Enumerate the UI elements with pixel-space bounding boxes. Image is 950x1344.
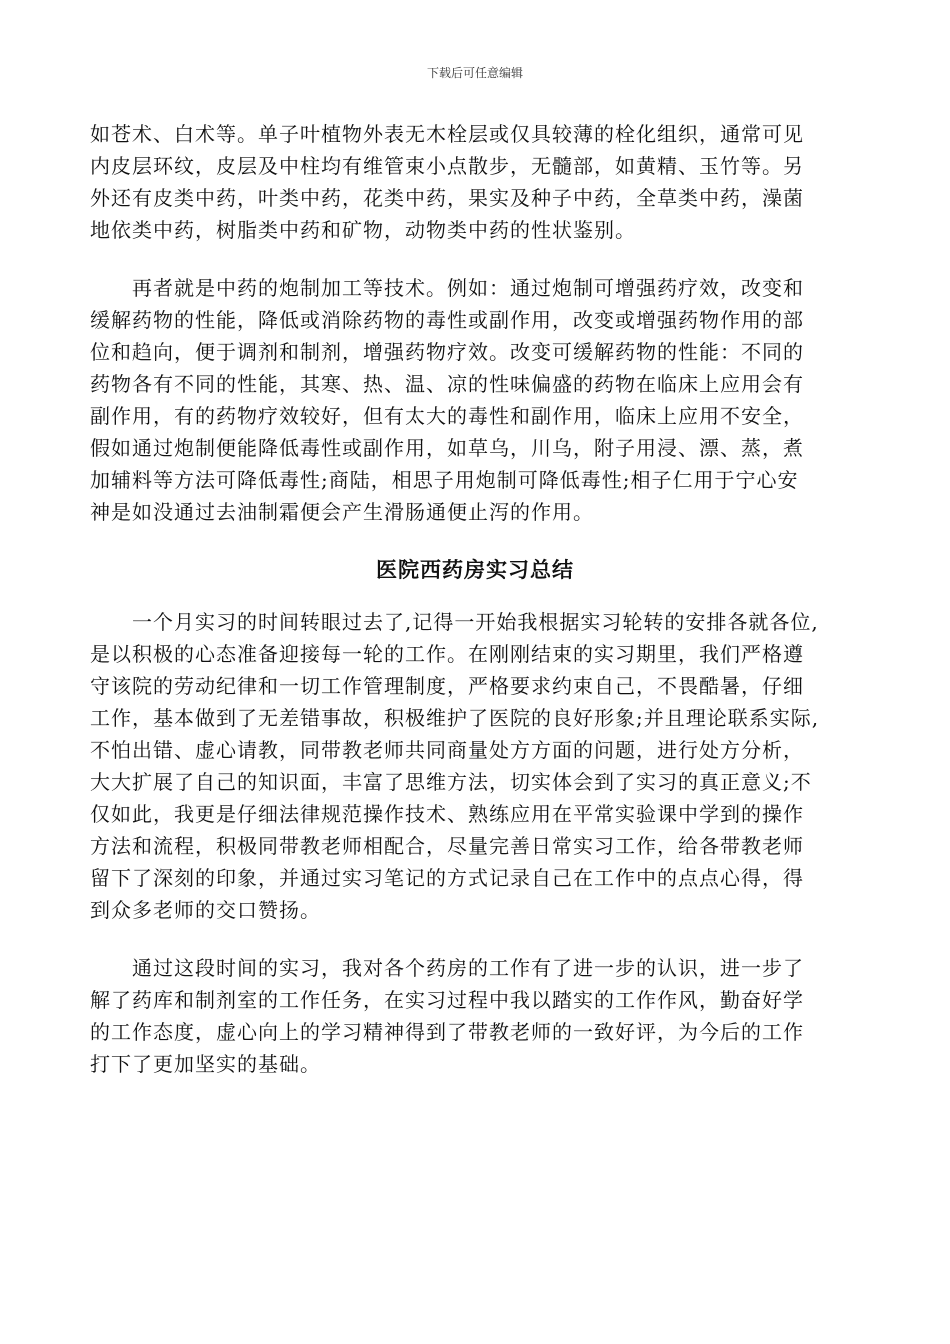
paragraph-line: 不怕出错、虚心请教，同带教老师共同商量处方方面的问题，进行处方分析， [90, 738, 804, 762]
paragraph-line: 假如通过炮制便能降低毒性或副作用，如草乌，川乌，附子用浸、漂、蒸，煮 [90, 436, 804, 460]
paragraph-line: 打下了更加坚实的基础。 [90, 1052, 321, 1076]
paragraph-line: 留下了深刻的印象，并通过实习笔记的方式记录自己在工作中的点点心得，得 [90, 866, 804, 890]
paragraph [90, 952, 860, 1080]
paragraph-line: 方法和流程，积极同带教老师相配合，尽量完善日常实习工作，给各带教老师 [90, 834, 804, 858]
paragraph-line: 工作，基本做到了无差错事故，积极维护了医院的良好形象;并且理论联系实际, [90, 706, 820, 730]
paragraph-line: 位和趋向，便于调剂和制剂，增强药物疗效。改变可缓解药物的性能：不同的 [90, 340, 804, 364]
paragraph-line: 神是如没通过去油制霜便会产生滑肠通便止泻的作用。 [90, 500, 594, 524]
paragraph-line: 是以积极的心态准备迎接每一轮的工作。在刚刚结束的实习期里，我们严格遵 [90, 642, 804, 666]
section-title: 医院西药房实习总结 [376, 557, 574, 582]
paragraph-line: 守该院的劳动纪律和一切工作管理制度，严格要求约束自己，不畏酷暑，仔细 [90, 674, 804, 698]
paragraph-line: 的工作态度，虚心向上的学习精神得到了带教老师的一致好评，为今后的工作 [90, 1020, 804, 1044]
paragraph-line: 药物各有不同的性能，其寒、热、温、凉的性味偏盛的药物在临床上应用会有 [90, 372, 804, 396]
paragraph-line: 如苍术、白术等。单子叶植物外表无木栓层或仅具较薄的栓化组织，通常可见 [90, 122, 804, 146]
paragraph-line: 外还有皮类中药，叶类中药，花类中药，果实及种子中药，全草类中药，澡菌 [90, 186, 804, 210]
paragraph-line: 到众多老师的交口赞扬。 [90, 898, 321, 922]
paragraph-line: 通过这段时间的实习，我对各个药房的工作有了进一步的认识，进一步了 [132, 956, 804, 980]
paragraph-line: 仅如此，我更是仔细法律规范操作技术、熟练应用在平常实验课中学到的操作 [90, 802, 804, 826]
paragraph [90, 118, 860, 246]
paragraph-line: 解了药库和制剂室的工作任务，在实习过程中我以踏实的工作作风，勤奋好学 [90, 988, 804, 1012]
paragraph-line: 地依类中药，树脂类中药和矿物，动物类中药的性状鉴别。 [90, 218, 636, 242]
paragraph-line: 副作用，有的药物疗效较好，但有太大的毒性和副作用，临床上应用不安全， [90, 404, 804, 428]
paragraph-line: 加辅料等方法可降低毒性;商陆，相思子用炮制可降低毒性;相子仁用于宁心安 [90, 468, 799, 492]
paragraph-line: 大大扩展了自己的知识面，丰富了思维方法，切实体会到了实习的真正意义;不 [90, 770, 812, 794]
paragraph [90, 606, 860, 926]
page-header: 下载后可任意编辑 [426, 66, 523, 80]
paragraphs-after-section [90, 606, 860, 1080]
paragraph-line: 一个月实习的时间转眼过去了,记得一开始我根据实习轮转的安排各就各位, [132, 610, 819, 634]
paragraphs-before-section [90, 118, 860, 528]
document-body [90, 118, 860, 1106]
paragraph [90, 272, 860, 528]
paragraph-line: 内皮层环纹，皮层及中柱均有维管束小点散步，无髓部，如黄精、玉竹等。另 [90, 154, 804, 178]
paragraph-line: 再者就是中药的炮制加工等技术。例如：通过炮制可增强药疗效，改变和 [132, 276, 804, 300]
paragraph-line: 缓解药物的性能，降低或消除药物的毒性或副作用，改变或增强药物作用的部 [90, 308, 804, 332]
